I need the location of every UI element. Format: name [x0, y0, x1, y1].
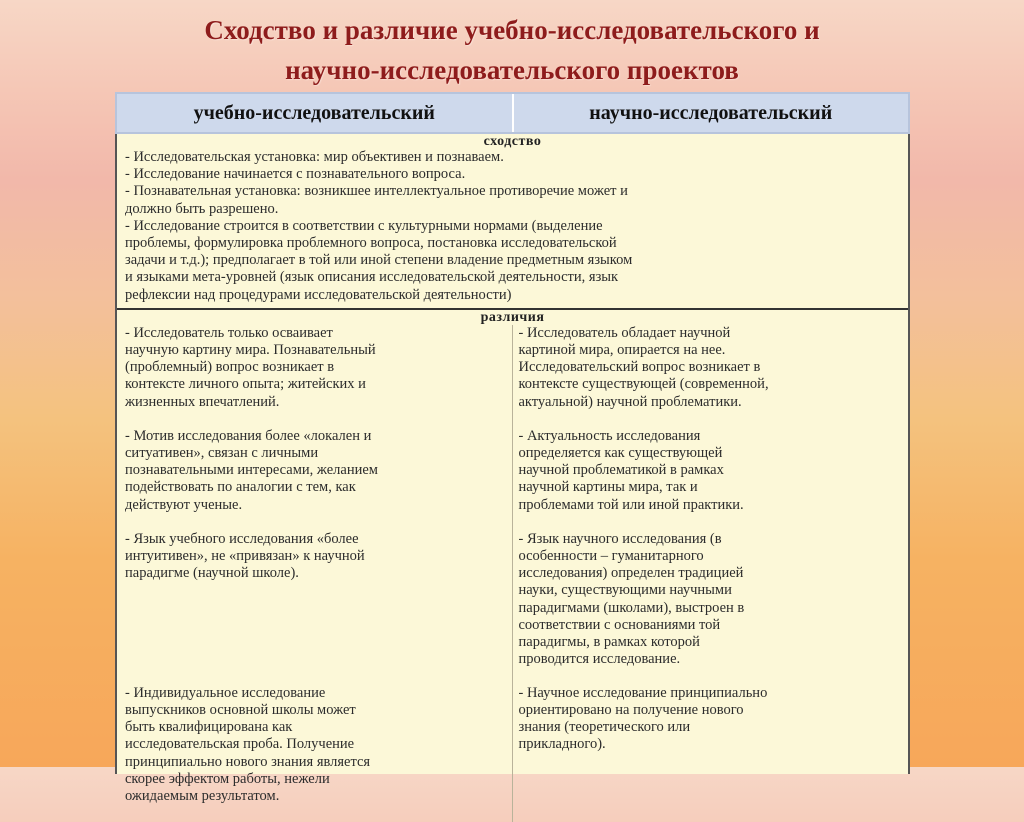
- comparison-table: [115, 134, 910, 805]
- text-line: научной картины мира, так и: [518, 479, 698, 496]
- text-line: парадигме (научной школе).: [125, 565, 299, 582]
- text-line: - Мотив исследования более «локален и: [125, 427, 372, 444]
- text-line: (проблемный) вопрос возникает в: [125, 359, 335, 376]
- text-line: Исследовательский вопрос возникает в: [518, 359, 761, 376]
- header-scientific: научно-исследовательский: [512, 94, 909, 132]
- text-line: особенности – гуманитарного: [518, 548, 704, 565]
- text-line: контексте личного опыта; житейских и: [125, 376, 366, 393]
- difference-cell-left: [125, 685, 512, 805]
- text-line: - Актуальность исследования: [518, 427, 701, 444]
- similarity-line: и языками мета-уровней (язык описания исследовательской деятельности, язык: [125, 269, 619, 286]
- text-line: научную картину мира. Познавательный: [125, 342, 376, 359]
- text-line: ситуативен», связан с личными: [125, 445, 319, 462]
- text-line: знания (теоретического или: [518, 719, 691, 736]
- difference-cell-left: [125, 325, 512, 411]
- text-line: скорее эффектом работы, нежели: [125, 770, 330, 787]
- similarity-line: - Познавательная установка: возникшее интеллектуальное противоречие может и: [125, 183, 628, 200]
- similarity-line: проблемы, формулировка проблемного вопроса, постановка исследовательской: [125, 235, 617, 252]
- text-line: контексте существующей (современной,: [518, 376, 769, 393]
- text-line: - Исследователь обладает научной: [518, 324, 731, 341]
- table-header: [115, 92, 910, 134]
- text-line: научной проблематикой в рамках: [518, 462, 724, 479]
- text-line: познавательными интересами, желанием: [125, 462, 378, 479]
- text-line: жизненных впечатлений.: [125, 393, 280, 410]
- difference-cell-right: [519, 325, 909, 411]
- text-line: - Язык учебного исследования «более: [125, 530, 359, 547]
- text-line: проводится исследование.: [518, 651, 681, 668]
- difference-cell-right: [519, 685, 909, 754]
- text-line: исследовательская проба. Получение: [125, 736, 355, 753]
- text-line: соответствии с основаниями той: [518, 616, 721, 633]
- differences-grid: [117, 325, 908, 822]
- text-line: - Индивидуальное исследование: [125, 684, 326, 701]
- text-line: исследования) определен традицией: [518, 565, 744, 582]
- difference-cell-right: [519, 428, 909, 514]
- text-line: - Язык научного исследования (в: [518, 530, 722, 547]
- text-line: прикладного).: [518, 736, 606, 753]
- slide-title: [0, 10, 1024, 90]
- similarity-line: - Исследование строится в соответствии с культурными нормами (выделение: [125, 217, 603, 234]
- text-line: ожидаемым результатом.: [125, 788, 280, 805]
- text-line: картиной мира, опирается на нее.: [518, 342, 726, 359]
- scientific-column: [513, 325, 909, 822]
- text-line: определяется как существующей: [518, 445, 723, 462]
- title-line-2: научно-исследовательского проектов: [285, 55, 739, 85]
- similarity-label: сходство: [483, 134, 542, 149]
- difference-cell-left: [125, 428, 512, 514]
- similarity-block: [117, 149, 908, 304]
- similarity-line: рефлексии над процедурами исследовательской деятельности): [125, 286, 512, 303]
- similarity-line: задачи и т.д.); предполагает в той или иной степени владение предметным языком: [125, 252, 633, 269]
- difference-cell-right: [519, 531, 909, 668]
- text-line: выпускников основной школы может: [125, 702, 356, 719]
- text-line: - Исследователь только осваивает: [125, 324, 333, 341]
- text-line: - Научное исследование принципиально: [518, 684, 768, 701]
- differences-label: различия: [480, 309, 545, 325]
- similarity-line: - Исследовательская установка: мир объективен и познаваем.: [125, 149, 504, 165]
- text-line: науки, существующими научными: [518, 582, 732, 599]
- text-line: проблемами той или иной практики.: [518, 496, 744, 513]
- similarity-line: - Исследование начинается с познавательного вопроса.: [125, 166, 466, 183]
- title-line-1: Сходство и различие учебно-исследовательского и: [204, 15, 820, 45]
- text-line: парадигмами (школами), выстроен в: [518, 599, 745, 616]
- educational-column: [117, 325, 513, 822]
- text-line: актуальной) научной проблематики.: [518, 393, 742, 410]
- similarity-line: должно быть разрешено.: [125, 200, 279, 217]
- text-line: парадигмы, в рамках которой: [518, 634, 700, 651]
- text-line: быть квалифицирована как: [125, 719, 293, 736]
- text-line: интуитивен», не «привязан» к научной: [125, 548, 365, 565]
- text-line: ориентировано на получение нового: [518, 702, 744, 719]
- text-line: подействовать по аналогии с тем, как: [125, 479, 356, 496]
- text-line: принципиально нового знания является: [125, 753, 371, 770]
- text-line: действуют ученые.: [125, 496, 243, 513]
- header-educational: учебно-исследовательский: [193, 101, 435, 124]
- difference-cell-left: [125, 531, 512, 668]
